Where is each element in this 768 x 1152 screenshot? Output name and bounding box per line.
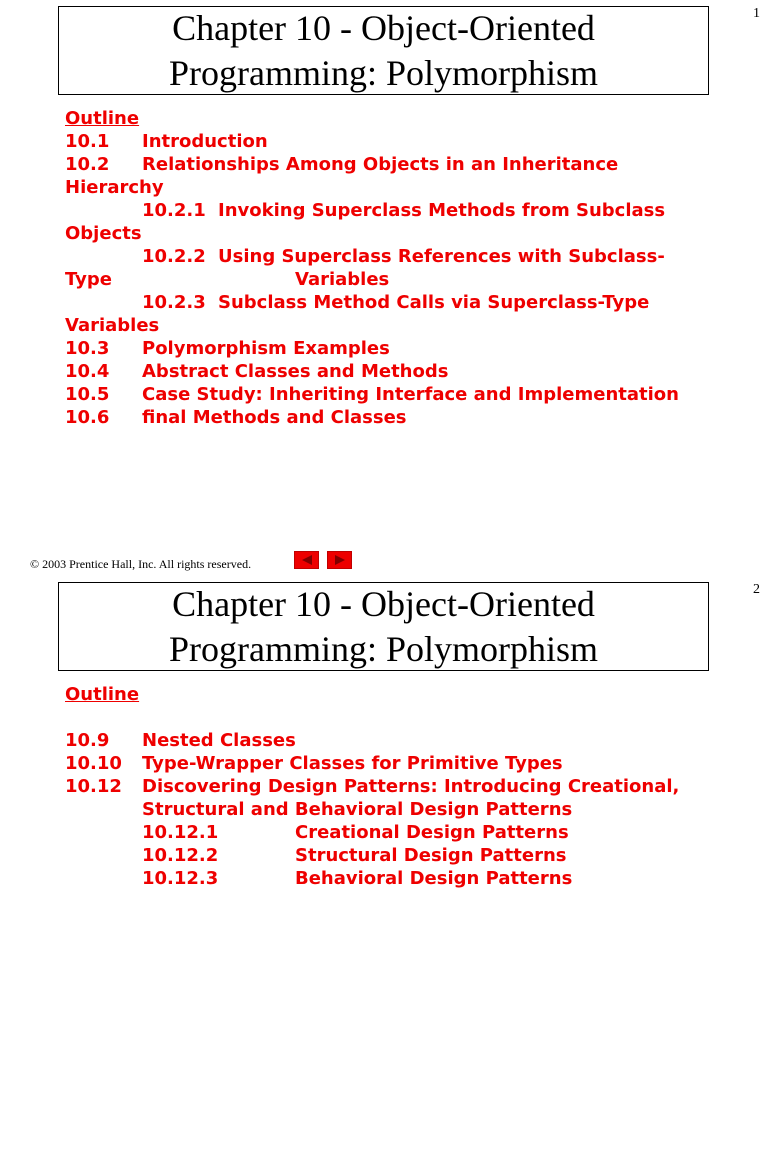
- outline-list: [65, 683, 745, 890]
- item-text: Introduction: [142, 131, 268, 152]
- subitem-number: 10.2.1: [142, 200, 206, 221]
- outline-item[interactable]: [65, 360, 745, 383]
- left-arrow-icon: [300, 554, 314, 566]
- blank-line: [65, 706, 745, 729]
- subitem-number: 10.12.3: [142, 868, 219, 889]
- title-box: [58, 6, 709, 95]
- outline-heading-label[interactable]: Outline: [65, 108, 140, 129]
- next-slide-button[interactable]: [327, 551, 352, 569]
- outline-subitem[interactable]: [142, 291, 745, 314]
- item-text: Structural and Behavioral Design Patterns: [142, 799, 573, 820]
- outline-item[interactable]: [65, 383, 745, 406]
- outline-heading[interactable]: [65, 683, 745, 706]
- title-line-2: Programming: Polymorphism: [168, 628, 598, 669]
- slide-number: 1: [753, 6, 760, 21]
- subitem-text: Creational Design Patterns: [295, 822, 569, 843]
- title-box: [58, 582, 709, 671]
- outline-subitem[interactable]: [142, 199, 745, 222]
- slide-number: 2: [753, 582, 760, 597]
- item-text: Abstract Classes and Methods: [142, 361, 449, 382]
- outline-item[interactable]: [65, 337, 745, 360]
- outline-item[interactable]: [65, 153, 745, 176]
- outline-item[interactable]: [65, 729, 745, 752]
- item-text: Relationships Among Objects in an Inheritance: [142, 154, 619, 175]
- outline-list: [65, 107, 745, 429]
- title-line-2: Programming: Polymorphism: [168, 52, 598, 93]
- subitem-text: Structural Design Patterns: [295, 845, 567, 866]
- outline-item-continuation: [65, 268, 745, 291]
- outline-subitem[interactable]: [142, 245, 745, 268]
- subitem-text: Using Superclass References with Subclass-: [218, 246, 665, 267]
- subitem-number: 10.2.3: [142, 292, 206, 313]
- previous-slide-button[interactable]: [294, 551, 319, 569]
- item-number: 10.4: [65, 361, 110, 382]
- outline-subitem[interactable]: [65, 844, 745, 867]
- subitem-text: Invoking Superclass Methods from Subclass: [218, 200, 666, 221]
- item-text: Discovering Design Patterns: Introducing Creational,: [142, 776, 680, 797]
- item-number: 10.1: [65, 131, 110, 152]
- subitem-number: 10.12.2: [142, 845, 219, 866]
- item-text: Type: [65, 269, 112, 290]
- title-line-1: Chapter 10 - Object-Oriented: [172, 583, 595, 624]
- outline-item[interactable]: [65, 406, 745, 429]
- item-text: Hierarchy: [65, 177, 164, 198]
- outline-heading-label[interactable]: Outline: [65, 684, 140, 705]
- item-text: Variables: [295, 269, 390, 290]
- item-text: Variables: [65, 315, 160, 336]
- subitem-number: 10.12.1: [142, 822, 219, 843]
- item-text: Objects: [65, 223, 142, 244]
- item-number: 10.2: [65, 154, 110, 175]
- item-number: 10.6: [65, 407, 110, 428]
- outline-item[interactable]: [65, 752, 745, 775]
- item-number: 10.12: [65, 776, 122, 797]
- item-text: Type-Wrapper Classes for Primitive Types: [142, 753, 563, 774]
- item-text: Nested Classes: [142, 730, 296, 751]
- outline-item-continuation: [65, 798, 745, 821]
- copyright-footer: © 2003 Prentice Hall, Inc. All rights reserved.: [30, 557, 252, 571]
- item-text: Case Study: Inheriting Interface and Implementation: [142, 384, 679, 405]
- item-number: 10.5: [65, 384, 110, 405]
- item-number: 10.3: [65, 338, 110, 359]
- item-number: 10.9: [65, 730, 110, 751]
- title-line-1: Chapter 10 - Object-Oriented: [172, 7, 595, 48]
- item-number: 10.10: [65, 753, 122, 774]
- subitem-text: Behavioral Design Patterns: [295, 868, 573, 889]
- right-arrow-icon: [333, 554, 347, 566]
- item-text: final Methods and Classes: [142, 407, 407, 428]
- slide-2: [0, 576, 768, 1152]
- outline-item-continuation: [65, 222, 745, 245]
- outline-heading[interactable]: [65, 107, 745, 130]
- outline-subitem[interactable]: [65, 821, 745, 844]
- outline-subitem[interactable]: [65, 867, 745, 890]
- outline-item-continuation: [65, 176, 745, 199]
- subitem-text: Subclass Method Calls via Superclass-Type: [218, 292, 650, 313]
- item-text: Polymorphism Examples: [142, 338, 390, 359]
- outline-item-continuation: [65, 314, 745, 337]
- outline-item[interactable]: [65, 775, 745, 798]
- outline-item[interactable]: [65, 130, 745, 153]
- subitem-number: 10.2.2: [142, 246, 206, 267]
